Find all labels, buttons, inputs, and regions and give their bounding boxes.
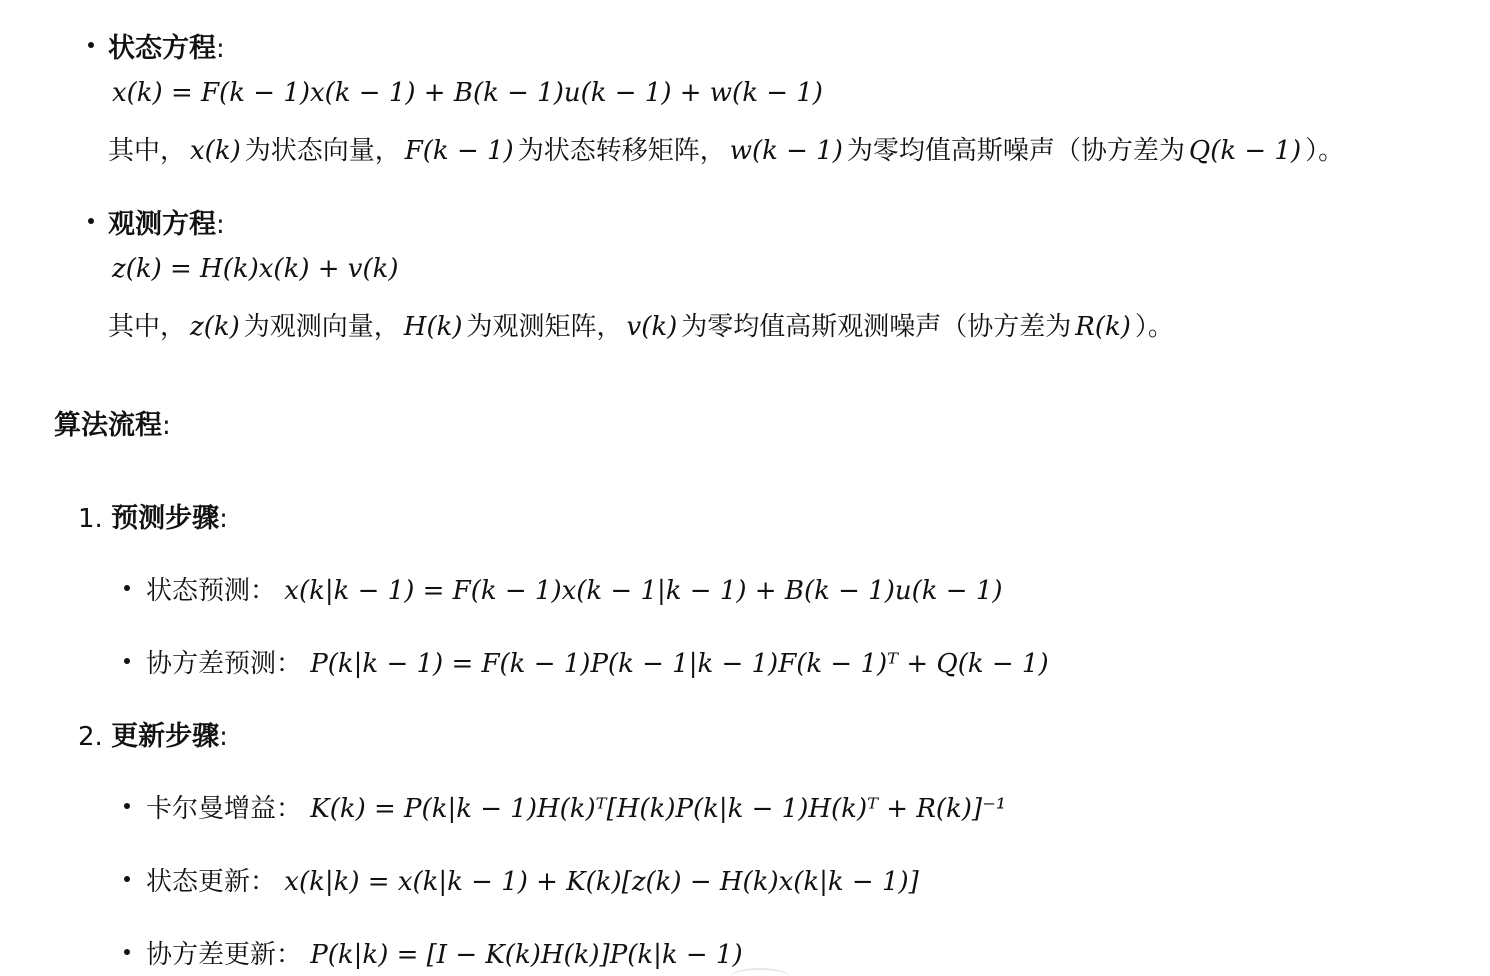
list-item-kalman-gain: [146, 788, 1006, 825]
description-text: ）。: [1134, 312, 1174, 342]
item-formula: x(k|k) = x(k|k − 1) + K(k)[z(k) − H(k)x(k|k − 1)]: [284, 867, 919, 897]
state-equation-description: [108, 130, 1344, 167]
inline-math: F(k − 1): [404, 136, 514, 166]
list-item-covariance-update: [146, 934, 743, 971]
state-equation-title: 状态方程: [108, 33, 216, 64]
colon: :: [162, 411, 171, 441]
list-item-covariance-prediction: [146, 643, 1049, 680]
inline-math: w(k − 1): [729, 136, 843, 166]
observation-equation-title: 观测方程: [108, 209, 216, 240]
description-text: 为状态转移矩阵，: [517, 136, 726, 166]
bullet-dot: [124, 658, 130, 664]
item-formula: P(k|k − 1) = F(k − 1)P(k − 1|k − 1)F(k − 1)ᵀ + Q(k − 1): [310, 649, 1049, 679]
inline-math: Q(k − 1): [1188, 136, 1302, 166]
description-text: ）。: [1305, 136, 1345, 166]
list-item-state-prediction: [146, 570, 1003, 607]
description-text: 其中，: [108, 312, 187, 342]
item-label: 协方差更新：: [146, 940, 303, 970]
item-formula: x(k|k − 1) = F(k − 1)x(k − 1|k − 1) + B(k − 1)u(k − 1): [284, 576, 1003, 606]
observation-equation-description: [108, 306, 1174, 343]
item-formula: K(k) = P(k|k − 1)H(k)ᵀ[H(k)P(k|k − 1)H(k)ᵀ + R(k)]⁻¹: [310, 794, 1007, 824]
state-equation-heading: [108, 26, 225, 65]
description-text: 为零均值高斯噪声（协方差为: [846, 136, 1185, 166]
item-formula: P(k|k) = [I − K(k)H(k)]P(k|k − 1): [310, 940, 743, 970]
bullet-dot: [124, 876, 130, 882]
algorithm-heading-title: 算法流程: [54, 410, 162, 441]
description-text: 为观测矩阵，: [466, 312, 623, 342]
colon: :: [216, 34, 225, 64]
bullet-dot: [124, 949, 130, 955]
algorithm-heading: [54, 403, 171, 442]
item-label: 状态更新：: [146, 867, 277, 897]
inline-math: v(k): [626, 312, 678, 342]
step-title: 更新步骤: [111, 721, 220, 752]
bullet-dot: [88, 218, 94, 224]
step-2-heading: [78, 714, 228, 753]
colon: :: [216, 210, 225, 240]
step-number: 2.: [78, 722, 103, 752]
colon: :: [219, 722, 228, 752]
item-label: 状态预测：: [146, 576, 277, 606]
bullet-dot: [88, 42, 94, 48]
step-number: 1.: [78, 504, 103, 534]
step-1-heading: [78, 496, 228, 535]
description-text: 为零均值高斯观测噪声（协方差为: [681, 312, 1072, 342]
bullet-dot: [124, 803, 130, 809]
inline-math: z(k): [190, 312, 240, 342]
bullet-dot: [124, 585, 130, 591]
inline-math: R(k): [1075, 312, 1131, 342]
description-text: 其中，: [108, 136, 187, 166]
observation-equation-heading: [108, 202, 225, 241]
description-text: 为观测向量，: [243, 312, 400, 342]
item-label: 协方差预测：: [146, 649, 303, 679]
state-equation-formula: x(k) = F(k − 1)x(k − 1) + B(k − 1)u(k − 1) + w(k − 1): [112, 78, 823, 108]
step-title: 预测步骤: [111, 503, 220, 534]
description-text: 为状态向量，: [244, 136, 401, 166]
observation-equation-formula: z(k) = H(k)x(k) + v(k): [112, 254, 399, 284]
item-label: 卡尔曼增益：: [146, 794, 303, 824]
colon: :: [219, 504, 228, 534]
inline-math: x(k): [190, 136, 241, 166]
list-item-state-update: [146, 861, 919, 898]
inline-math: H(k): [403, 312, 463, 342]
